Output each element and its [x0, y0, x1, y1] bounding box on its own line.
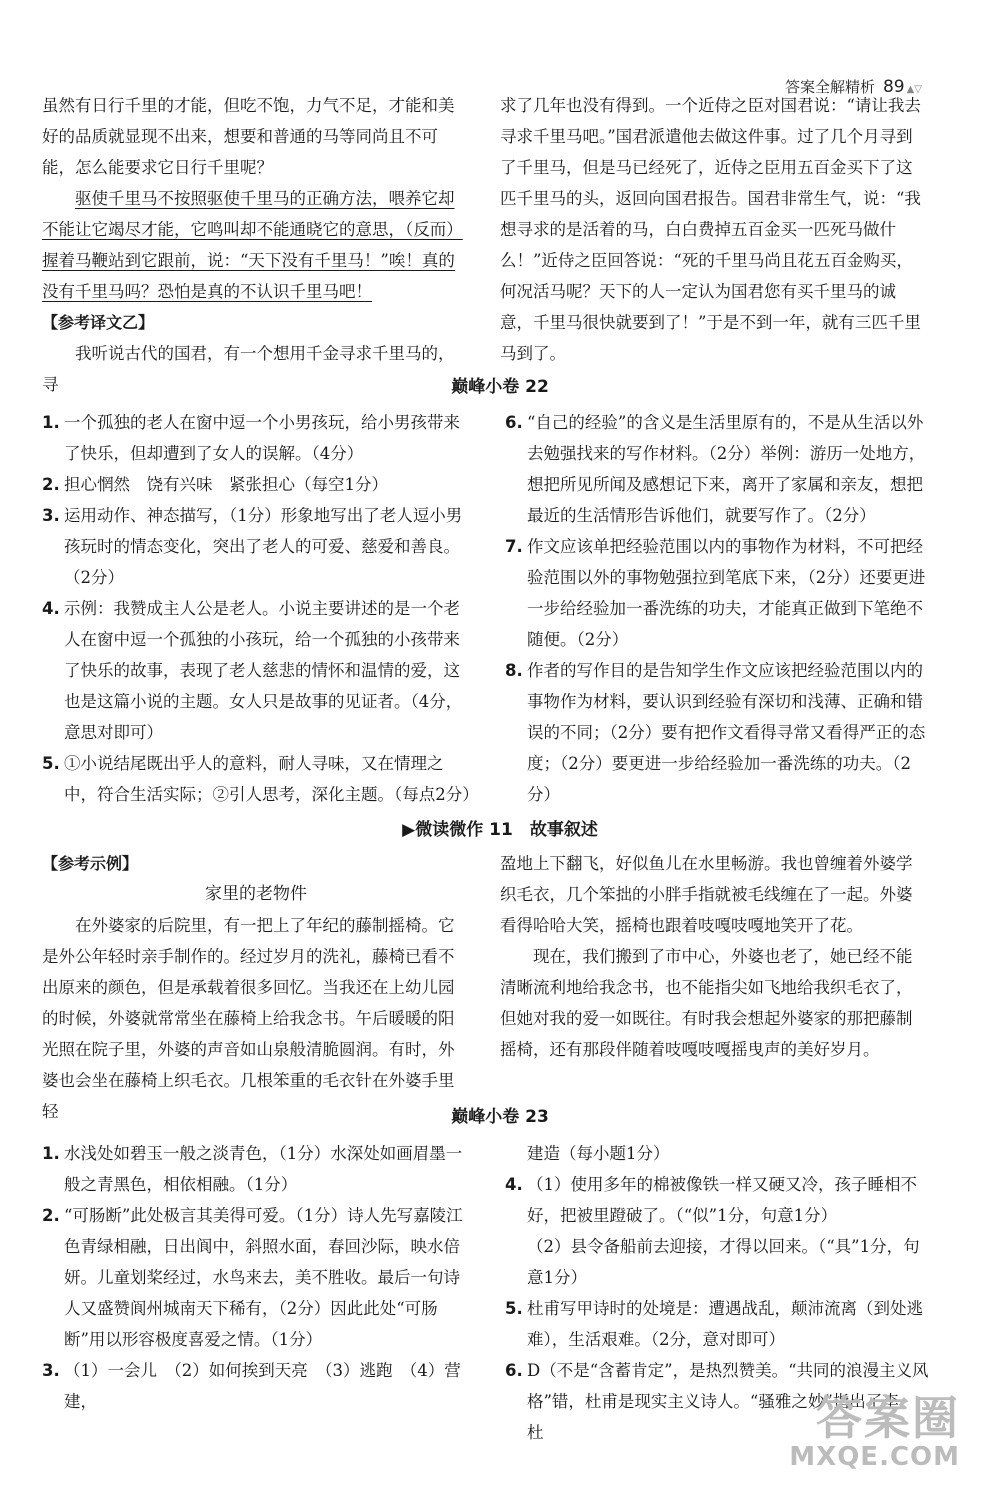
answer-number: 2.: [42, 1206, 60, 1225]
answer-item: [42, 500, 472, 593]
answer-text: 担心惘然 饶有兴味 紧张担心（每空1分）: [64, 475, 388, 494]
essay-paragraph: 盈地上下翻飞，好似鱼儿在水里畅游。我也曾缠着外婆学织毛衣，几个笨拙的小胖手指就被毛线缠在了一起。外婆看得哈哈大笑，摇椅也跟着吱嘎吱嘎地笑开了花。: [500, 854, 913, 935]
answer-text: D（不是“含蓄肯定”，是热烈赞美。“共同的浪漫主义风格”错，杜甫是现实主义诗人。“骚雅之妙”指出了李、杜: [527, 1361, 929, 1442]
answer-number: 1.: [42, 1144, 60, 1163]
answer-number: 6.: [505, 1361, 523, 1380]
top-left-column: [42, 90, 470, 400]
answer-item: [42, 593, 472, 748]
answer-text: “自己的经验”的含义是生活里原有的，不是从生活以外去勉强找来的写作材料。（2分）举例：游历一处地方，想把所见所闻及感想记下来，离开了家属和亲友，想把最近的生活情形告诉他们，就要写作了。（2分）: [527, 413, 926, 525]
answer-item: [42, 1200, 472, 1355]
watermark-logo: [789, 1393, 960, 1471]
section-title: ▶微读微作 11 故事叙述: [402, 820, 598, 840]
answer-number: 7.: [505, 537, 523, 556]
translation-paragraph-underlined: 驱使千里马不按照驱使千里马的正确方法，喂养它却不能让它竭尽才能，它鸣叫却不能通晓它的意思，（反而）握着马鞭站到它跟前，说：“天下没有千里马！”唉！真的没有千里马吗？恐怕是真的不认识千里马吧！: [42, 189, 463, 301]
translation-paragraph: 我听说古代的国君，有一个想用千金寻求千里马的，寻: [42, 344, 455, 394]
header-title: 答案全解精析: [784, 78, 875, 96]
reference-example-label: 【参考示例】: [42, 854, 139, 873]
answer-number: 3.: [42, 1361, 60, 1380]
section-title: 巅峰小卷 22: [451, 377, 549, 397]
essay-paragraph: 在外婆家的后院里，有一把上了年纪的藤制摇椅。它是外公年轻时亲手制作的。经过岁月的洗礼，藤椅已看不出原来的颜色，但是承载着很多回忆。当我还在上幼儿园的时候，外婆就常常坐在藤椅上给我念书。午后暖暖的阳光照在院子里，外婆的声音如山泉般清脆圆润。有时，外婆也会坐在藤椅上织毛衣。几根笨重的毛衣针在外婆手里轻: [42, 916, 455, 1121]
answer-text: （2）县令备船前去迎接，才得以回来。（“具”1分，句意1分）: [527, 1237, 920, 1287]
answer-number: [505, 1231, 527, 1293]
watermark-text: 答案圈: [816, 1391, 960, 1445]
answer-number: 1.: [42, 413, 60, 432]
essay-title: 家里的老物件: [205, 884, 307, 904]
answer-number: 3.: [42, 506, 60, 525]
answer-text: 作者的写作目的是告知学生作文应该把经验范围以内的事物作为材料，要认识到经验有深切和浅薄、正确和错误的不同；（2分）要有把作文看得寻常又看得严正的态度；（2分）要更进一步给经验加一番洗练的功夫。（2分）: [527, 661, 926, 804]
sec11-right-column: [500, 848, 928, 1065]
essay-paragraph: 现在，我们搬到了市中心，外婆也老了，她已经不能清晰流利地给我念书，也不能指尖如飞地给我织毛衣了，但她对我的爱一如既往。有时我会想起外婆家的那把藤制摇椅，还有那段伴随着吱嘎吱嘎摇曳声的美好岁月。: [500, 947, 913, 1059]
answer-number: 4.: [505, 1175, 523, 1194]
page-number: 89: [882, 77, 905, 97]
answer-text: 示例：我赞成主人公是老人。小说主要讲述的是一个老人在窗中逗一个孤独的小孩玩，给一个孤独的小孩带来了快乐的故事，表现了老人慈悲的情怀和温情的爱，这也是这篇小说的主题。女人只是故事的见证者。（4分，意思对即可）: [64, 599, 463, 742]
answer-item: [42, 407, 472, 469]
top-right-column: [500, 90, 928, 369]
answer-text: “可肠断”此处极言其美得可爱。（1分）诗人先写嘉陵江色青绿相融，日出阆中，斜照水面，春回沙际，映水倍妍。儿童划桨经过，水鸟来去，美不胜收。最后一句诗人又盛赞阆州城南天下稀有，（2分）因此此处“可肠断”用以形容极度喜爱之情。（1分）: [64, 1206, 463, 1349]
answer-number: [505, 1138, 527, 1169]
answer-item: [505, 1169, 930, 1231]
answer-text: ①小说结尾既出乎人的意料，耐人寻味，又在情理之中，符合生活实际；②引人思考，深化主题。（每点2分）: [64, 754, 479, 804]
answer-text: （1）使用多年的棉被像铁一样又硬又冷，孩子睡相不好，把被里蹬破了。（“似”1分，句意1分）: [527, 1175, 917, 1225]
translation-paragraph: 求了几年也没有得到。一个近侍之臣对国君说：“请让我去寻求千里马吧。”国君派遣他去做这件事。过了几个月寻到了千里马，但是马已经死了，近侍之臣用五百金买下了这匹千里马的头，返回向国君报告。国君非常生气，说：“我想寻求的是活着的马，白白费掉五百金买一匹死马做什么！”近侍之臣回答说：“死的千里马尚且花五百金购买，何况活马呢？天下的人一定认为国君您有买千里马的诚意，千里马很快就要到了！”于是不到一年，就有三匹千里马到了。: [500, 96, 921, 363]
answer-item: [505, 407, 930, 531]
sec22-right-answers: [505, 407, 930, 810]
answer-text: （1）一会儿 （2）如何挨到天亮 （3）逃跑 （4）营建，: [64, 1361, 461, 1411]
answer-number: 5.: [505, 1299, 523, 1318]
answer-number: 2.: [42, 475, 60, 494]
answer-number: 8.: [505, 661, 523, 680]
answer-text: 水浅处如碧玉一般之淡青色，（1分）水深处如画眉墨一般之青黑色，相依相融。（1分）: [64, 1144, 463, 1194]
sec23-left-answers: [42, 1138, 472, 1417]
sec11-left-column: [42, 848, 470, 1127]
triangle-icon: ▲▽: [906, 84, 922, 95]
section-title: 巅峰小卷 23: [451, 1107, 549, 1127]
answer-text: 作文应该单把经验范围以内的事物作为材料，不可把经验范围以外的事物勉强拉到笔底下来，（2分）还要更进一步给经验加一番洗练的功夫，才能真正做到下笔绝不随便。（2分）: [527, 537, 926, 649]
answer-item: [42, 748, 479, 810]
answer-item: [505, 1138, 930, 1169]
answer-item: [42, 1138, 472, 1200]
answer-text: 杜甫写甲诗时的处境是：遭遇战乱，颠沛流离（到处逃难），生活艰难。（2分，意对即可）: [527, 1299, 923, 1349]
sec22-left-answers: [42, 407, 479, 810]
answer-number: 6.: [505, 413, 523, 432]
answer-number: 5.: [42, 754, 60, 773]
answer-item: [505, 1293, 930, 1355]
answer-item: [505, 655, 930, 810]
answer-text: 一个孤独的老人在窗中逗一个小男孩玩，给小男孩带来了快乐，但却遭到了女人的误解。（4分）: [64, 413, 460, 463]
answer-number: 4.: [42, 599, 60, 618]
answer-item: [505, 531, 930, 655]
answer-item: [505, 1231, 930, 1293]
translation-paragraph: 虽然有日行千里的才能，但吃不饱，力气不足，才能和美好的品质就显现不出来，想要和普通的马等同尚且不可能，怎么能要求它日行千里呢？: [42, 96, 455, 177]
answer-item: [42, 469, 472, 500]
watermark-url: MXQE.COM: [789, 1442, 960, 1472]
answer-text: 运用动作、神态描写，（1分）形象地写出了老人逗小男孩玩时的情态变化，突出了老人的可爱、慈爱和善良。（2分）: [64, 506, 463, 587]
answer-text: 建造（每小题1分）: [527, 1144, 670, 1163]
reference-translation-label: 【参考译文乙】: [42, 313, 155, 332]
answer-item: [42, 1355, 472, 1417]
